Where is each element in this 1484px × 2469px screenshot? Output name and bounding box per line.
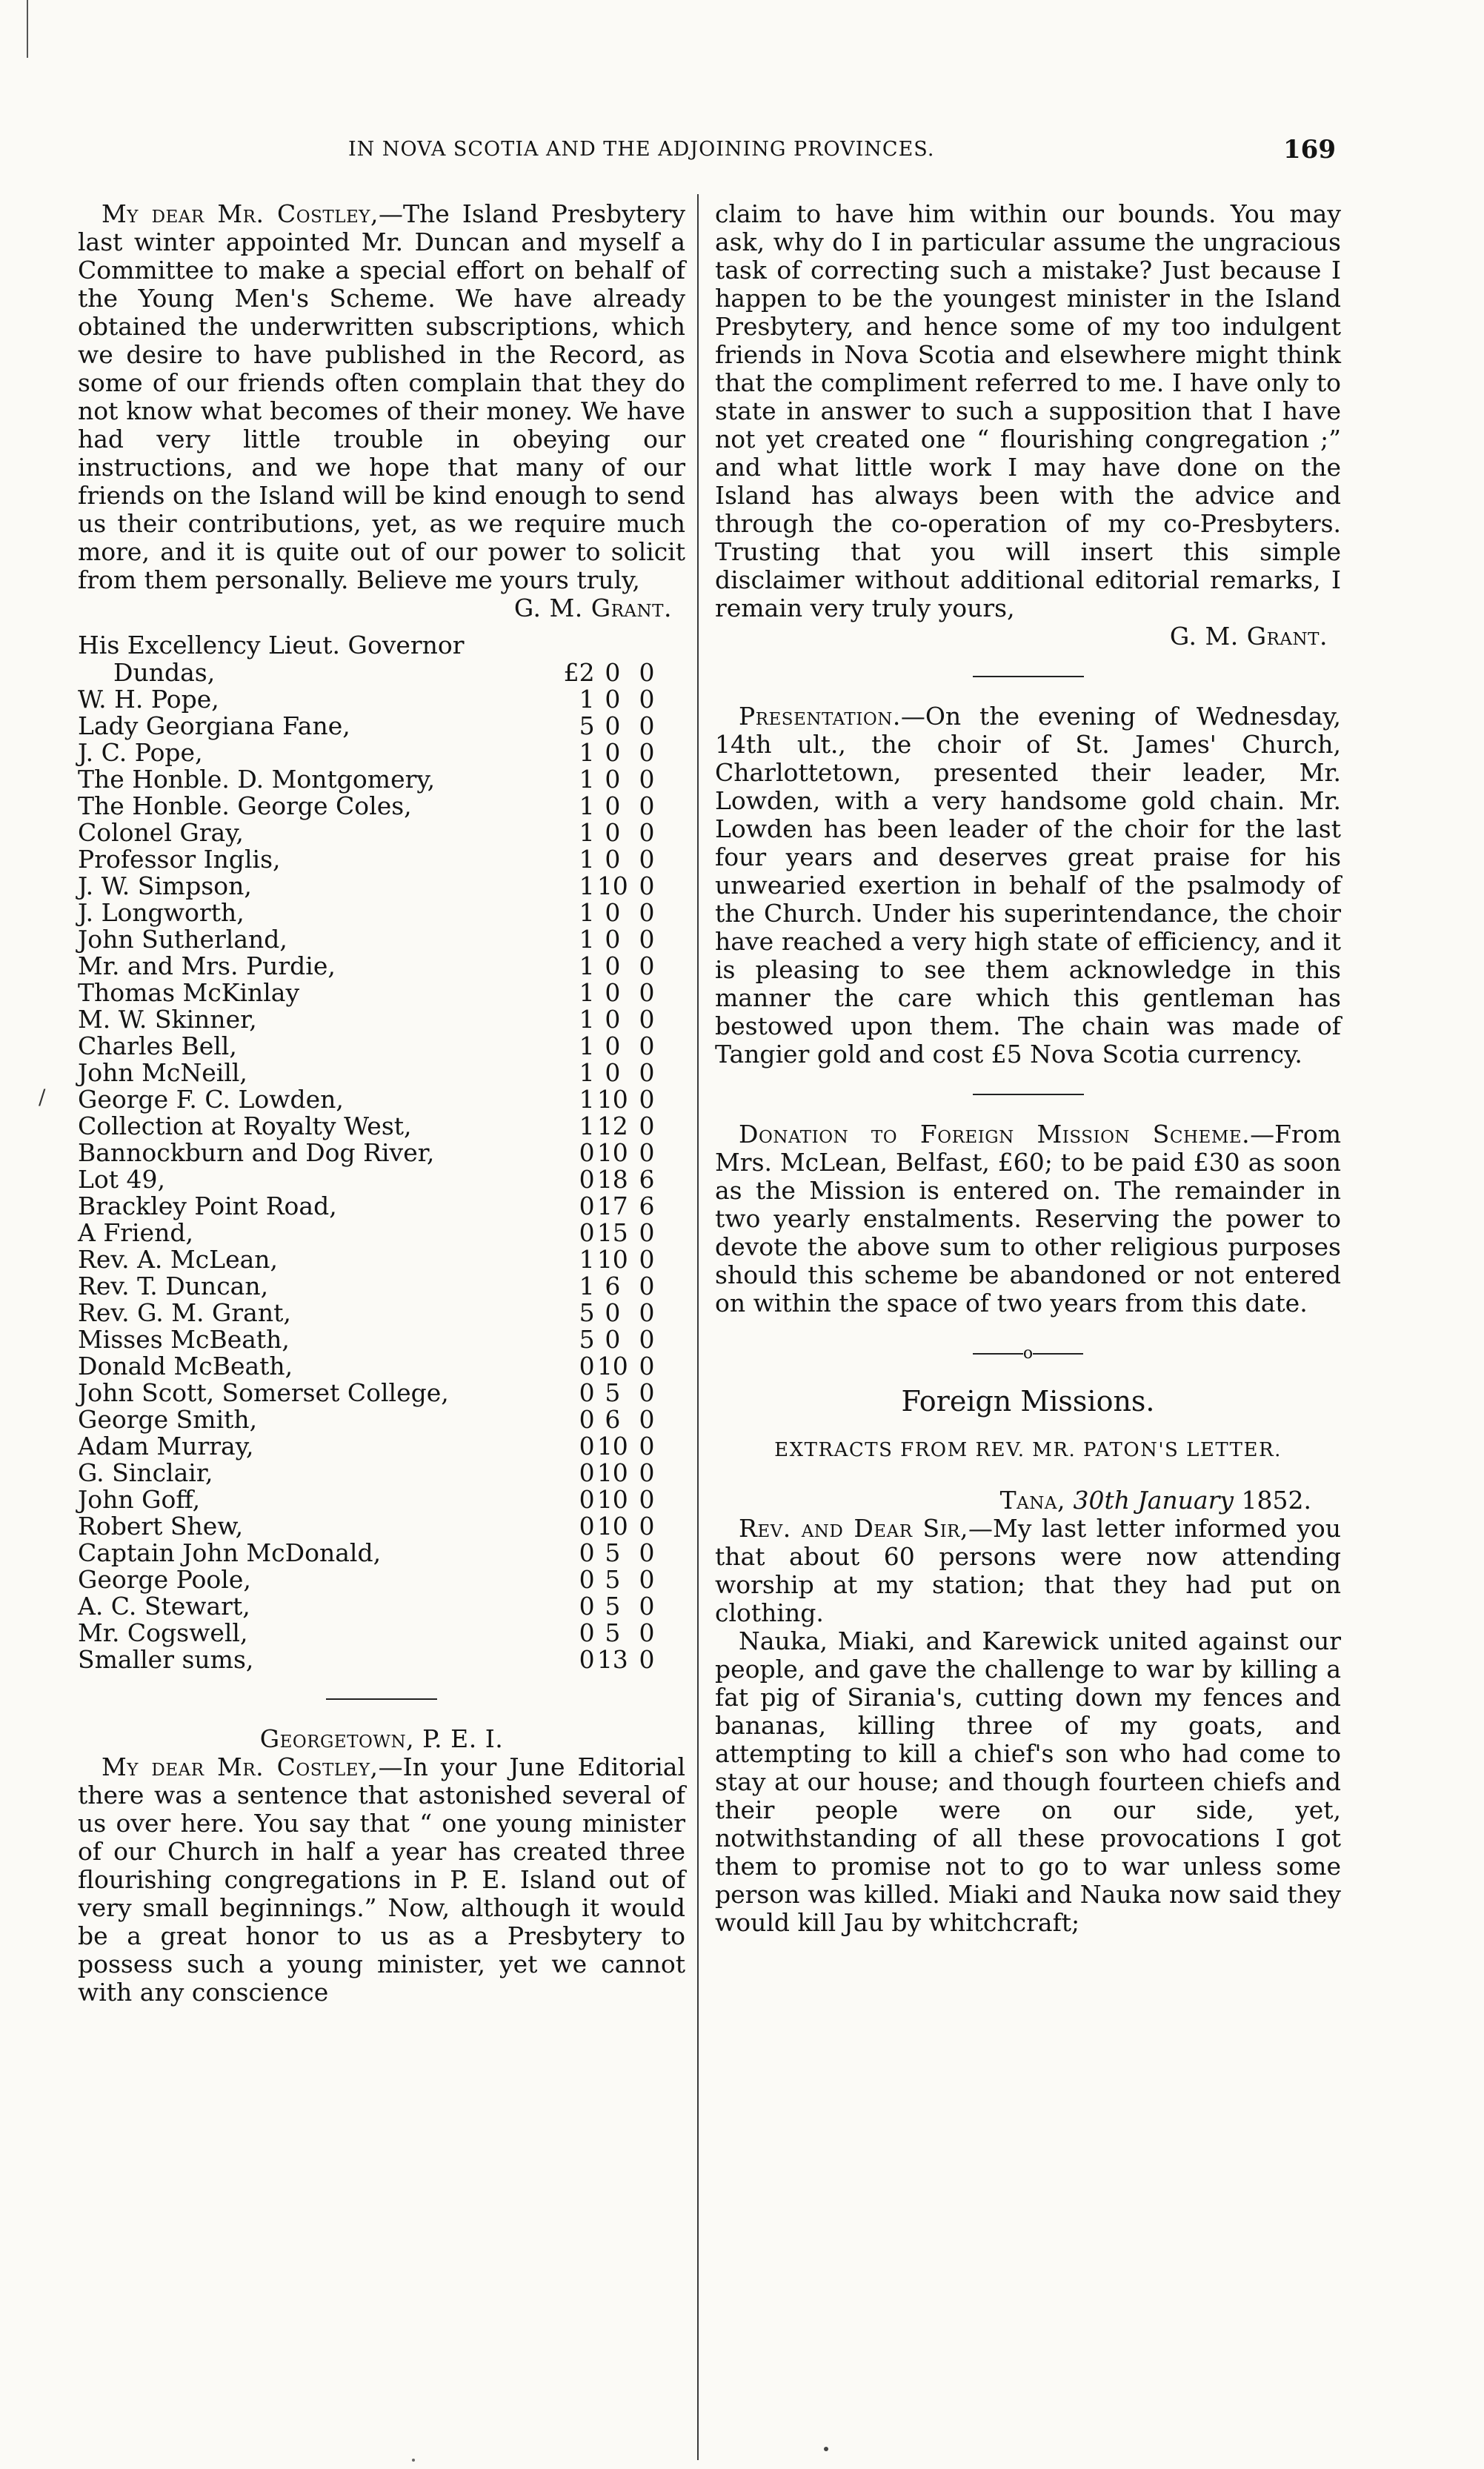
amount-shillings: 6	[605, 1272, 621, 1300]
amount-pounds: 0	[579, 1618, 595, 1647]
subscriber-name: Adam Murray,	[78, 1432, 254, 1461]
subscriber-name: Brackley Point Road,	[78, 1192, 337, 1220]
amount-pence: 0	[639, 1352, 655, 1380]
letter-body: —My last letter informed you that about 60 persons were now attending worship at my station; that they had put on clothing.	[715, 1514, 1341, 1627]
amount-pounds: 1	[579, 1058, 595, 1087]
subscription-row	[78, 659, 663, 686]
donation-notice	[715, 1120, 1341, 1317]
amount-pounds: 1	[579, 738, 595, 767]
subscriber-name: Collection at Royalty West,	[78, 1111, 412, 1140]
amount-shillings: 17	[596, 1192, 628, 1220]
amount-shillings: 10	[596, 1485, 628, 1514]
subscriber-name: Colonel Gray,	[78, 818, 244, 847]
ink-speck	[824, 2447, 828, 2451]
amount-shillings: 0	[605, 818, 621, 847]
amount-pounds: 1	[579, 1085, 595, 1114]
amount-shillings: 0	[605, 738, 621, 767]
amount-pence: 0	[639, 1138, 655, 1167]
amount-shillings: 5	[605, 1538, 621, 1567]
amount-pounds: 1	[579, 1245, 595, 1274]
amount-pence: 0	[639, 1111, 655, 1140]
amount-shillings: 12	[596, 1111, 628, 1140]
subscriber-name: Smaller sums,	[78, 1645, 254, 1674]
amount-pounds: 5	[579, 1298, 595, 1327]
dateline-place: Tana,	[999, 1486, 1066, 1515]
subscriber-name: Rev. T. Duncan,	[78, 1272, 269, 1300]
subscriber-name: G. Sinclair,	[78, 1458, 213, 1487]
subscription-row	[78, 713, 663, 740]
amount-pence: 0	[639, 765, 655, 794]
dateline-year: 1852.	[1241, 1486, 1311, 1515]
amount-pounds: 5	[579, 711, 595, 740]
amount-pounds: 1	[579, 978, 595, 1007]
ornamental-divider	[715, 1340, 1341, 1368]
amount-pence: 0	[639, 818, 655, 847]
amount-pence: 0	[639, 1245, 655, 1274]
amount-shillings: 10	[596, 1352, 628, 1380]
amount-pounds: 5	[579, 1325, 595, 1354]
amount-pence: 0	[639, 1405, 655, 1434]
subscriber-name: J. W. Simpson,	[78, 871, 252, 900]
subscriber-name: M. W. Skinner,	[78, 1005, 257, 1034]
subscription-row	[78, 1140, 663, 1166]
subscription-row	[78, 873, 663, 900]
amount-pounds: 1	[579, 1111, 595, 1140]
subscription-row	[78, 1006, 663, 1033]
amount-pounds: 0	[579, 1485, 595, 1514]
amount-shillings: 18	[596, 1165, 628, 1194]
amount-pounds: 0	[579, 1458, 595, 1487]
amount-pence: 0	[639, 871, 655, 900]
subscription-row	[78, 1246, 663, 1273]
subscriber-name: Bannockburn and Dog River,	[78, 1138, 435, 1167]
letter-salutation: Rev. and Dear Sir,	[739, 1514, 968, 1543]
amount-shillings: 0	[605, 1298, 621, 1327]
amount-shillings: 5	[605, 1592, 621, 1621]
amount-pounds: 1	[579, 685, 595, 714]
amount-shillings: 0	[605, 711, 621, 740]
subscriber-name: The Honble. D. Montgomery,	[78, 765, 436, 794]
paton-letter-para2: Nauka, Miaki, and Karewick united against our people, and gave the challenge to war by killing a fat pig of Sirania's, cutting down my fences and bananas, killing three of my goats, and attempting to kill a chief's son who had come to stay at our house; and though fourteen chiefs and their people were on our side, yet, notwithstanding of all these provocations I got them to promise not to go to war unless some person was killed. Miaki and Nauka now said they would kill Jau by whitchcraft;	[715, 1626, 1341, 1937]
left-column	[78, 200, 685, 2007]
letter-salutation: My dear Mr. Costley,	[102, 199, 379, 228]
amount-shillings: 0	[605, 791, 621, 820]
amount-shillings: 10	[596, 1512, 628, 1541]
amount-shillings: 5	[605, 1565, 621, 1594]
subscriber-name: Thomas McKinlay	[78, 978, 300, 1007]
subscription-row	[78, 820, 663, 846]
margin-pencil-line	[27, 0, 28, 58]
subscriber-name: George Smith,	[78, 1405, 258, 1434]
amount-pounds: 1	[579, 951, 595, 980]
page-header	[0, 135, 1484, 170]
subscription-row	[78, 1593, 663, 1620]
letter-georgetown-continued: claim to have him within our bounds. You may ask, why do I in particular assume the ungracious task of correcting such a mistake? Just because I happen to be the youngest minister in the Island Presbytery, and hence some of my too indulgent friends in Nova Scotia and elsewhere might think that the compliment referred to me. I have only to state in answer to such a supposition that I have not yet created one “ flourishing congregation ;” and what little work I may have done on the Island has always been with the advice and through the co-operation of my co-Presbyters. Trusting that you will insert this simple disclaimer without additional editorial remarks, I remain very truly yours,	[715, 199, 1341, 622]
amount-pounds: 0	[579, 1592, 595, 1621]
amount-pounds: 1	[579, 1005, 595, 1034]
amount-pence: 6	[639, 1192, 655, 1220]
amount-shillings: 5	[605, 1618, 621, 1647]
amount-pounds: 0	[579, 1432, 595, 1461]
subscription-row	[78, 1220, 663, 1246]
amount-shillings: 0	[605, 1325, 621, 1354]
ink-speck	[412, 2459, 415, 2462]
divider-mark: o	[1022, 1344, 1034, 1363]
subscription-row	[78, 1273, 663, 1300]
letter-body: —The Island Presbytery last winter appointed Mr. Duncan and myself a Committee to make a special effort on behalf of the Young Men's Scheme. We have already obtained the underwritten subscriptions, which we desire to have published in the Record, as some of our friends often complain that they do not know what becomes of their money. We have had very little trouble in obeying our instructions, and we hope that many of our friends on the Island will be kind enough to send us their contributions, yet, as we require much more, and it is quite out of our power to solicit from them personally. Believe me yours truly,	[78, 199, 685, 594]
foreign-missions-title: Foreign Missions.	[901, 1385, 1155, 1418]
subscriber-name: George Poole,	[78, 1565, 251, 1594]
subscription-row	[78, 1380, 663, 1406]
amount-shillings: 10	[596, 1085, 628, 1114]
subscription-row	[78, 1113, 663, 1140]
amount-pence: 0	[639, 658, 655, 687]
amount-shillings: 10	[596, 1245, 628, 1274]
amount-pounds: 0	[579, 1565, 595, 1594]
amount-pence: 0	[639, 1325, 655, 1354]
amount-pounds: 1	[579, 765, 595, 794]
amount-pounds: 1	[579, 898, 595, 927]
amount-pence: 0	[639, 1218, 655, 1247]
amount-pence: 0	[639, 1085, 655, 1114]
subscriber-name: George F. C. Lowden,	[78, 1085, 344, 1114]
amount-pence: 0	[639, 1272, 655, 1300]
amount-pounds: 0	[579, 1192, 595, 1220]
amount-pounds: 0	[579, 1405, 595, 1434]
amount-shillings: 0	[605, 765, 621, 794]
amount-pence: 0	[639, 845, 655, 874]
subscription-row	[78, 766, 663, 793]
amount-pence: 0	[639, 1378, 655, 1407]
amount-shillings: 10	[596, 1138, 628, 1167]
amount-shillings: 0	[605, 845, 621, 874]
amount-shillings: 6	[605, 1405, 621, 1434]
subscription-row	[78, 1406, 663, 1433]
amount-pence: 0	[639, 925, 655, 954]
amount-pence: 0	[639, 1618, 655, 1647]
subscriber-name: Mr. Cogswell,	[78, 1618, 248, 1647]
section-divider	[973, 676, 1084, 677]
amount-shillings: 10	[596, 1458, 628, 1487]
amount-pence: 0	[639, 1432, 655, 1461]
amount-shillings: 10	[596, 871, 628, 900]
amount-pence: 0	[639, 1058, 655, 1087]
amount-pounds: 0	[579, 1538, 595, 1567]
subscription-row	[78, 1513, 663, 1540]
subscription-row	[78, 1086, 663, 1113]
subscriptions-table	[78, 659, 663, 1673]
amount-pounds: £2	[563, 658, 595, 687]
amount-pounds: 1	[579, 871, 595, 900]
amount-pence: 0	[639, 1565, 655, 1594]
subscription-row	[78, 1540, 663, 1566]
subscriber-name: A Friend,	[78, 1218, 193, 1247]
letter-place-heading: Georgetown, P. E. I.	[259, 1724, 504, 1753]
subscription-row	[78, 793, 663, 820]
amount-pence: 0	[639, 1005, 655, 1034]
amount-pence: 0	[639, 711, 655, 740]
subscriber-name: John McNeill,	[78, 1058, 247, 1087]
amount-pence: 0	[639, 738, 655, 767]
subscriber-name: Donald McBeath,	[78, 1352, 293, 1380]
section-divider	[326, 1698, 437, 1700]
amount-pence: 0	[639, 1592, 655, 1621]
amount-shillings: 13	[596, 1645, 628, 1674]
subscriber-name: Misses McBeath,	[78, 1325, 290, 1354]
amount-shillings: 0	[605, 1005, 621, 1034]
subscriber-name: W. H. Pope,	[78, 685, 219, 714]
amount-pence: 0	[639, 978, 655, 1007]
donation-heading: Donation to Foreign Mission Scheme.	[739, 1120, 1251, 1149]
amount-pence: 0	[639, 1298, 655, 1327]
subscription-row	[78, 900, 663, 926]
subscription-row	[78, 686, 663, 713]
subscriber-name: Lot 49,	[78, 1165, 166, 1194]
pencil-tick-mark: /	[39, 1085, 46, 1109]
amount-pence: 0	[639, 951, 655, 980]
subscriber-name: Charles Bell,	[78, 1031, 237, 1060]
amount-pence: 0	[639, 791, 655, 820]
subscription-row	[78, 926, 663, 953]
subscription-row	[78, 1566, 663, 1593]
amount-pounds: 1	[579, 1272, 595, 1300]
letter-signature: G. M. Grant.	[1169, 622, 1328, 651]
subscription-row	[78, 1620, 663, 1646]
running-title: IN NOVA SCOTIA AND THE ADJOINING PROVINCES.	[348, 138, 935, 161]
amount-shillings: 0	[605, 1058, 621, 1087]
subscriptions-heading: His Excellency Lieut. Governor	[78, 631, 465, 659]
amount-pounds: 0	[579, 1512, 595, 1541]
subscription-row	[78, 1326, 663, 1353]
subscriber-name: John Goff,	[78, 1485, 201, 1514]
subscription-row	[78, 1433, 663, 1460]
amount-shillings: 10	[596, 1432, 628, 1461]
amount-pounds: 0	[579, 1352, 595, 1380]
presentation-heading: Presentation.	[739, 702, 901, 731]
amount-pounds: 0	[579, 1165, 595, 1194]
letter-signature: G. M. Grant.	[513, 594, 672, 622]
section-divider	[973, 1094, 1084, 1095]
right-column	[715, 200, 1341, 1937]
amount-pence: 0	[639, 685, 655, 714]
amount-pence: 6	[639, 1165, 655, 1194]
subscriber-name: A. C. Stewart,	[78, 1592, 250, 1621]
subscription-row	[78, 1300, 663, 1326]
subscriber-name: Rev. G. M. Grant,	[78, 1298, 291, 1327]
subscriber-name: Dundas,	[113, 658, 216, 687]
letter-dateline	[715, 1486, 1341, 1515]
amount-pence: 0	[639, 1645, 655, 1674]
subscription-row	[78, 1033, 663, 1060]
amount-shillings: 0	[605, 685, 621, 714]
paton-letter-para1	[715, 1515, 1341, 1627]
donation-body: —From Mrs. McLean, Belfast, £60; to be paid £30 as soon as the Mission is entered on. The remainder in two yearly enstalments. Reserving the power to devote the above sum to other religious purposes should this scheme be abandoned or not entered on within the space of two years from this date.	[715, 1120, 1341, 1317]
letter-georgetown	[78, 1753, 685, 2007]
presentation-body: —On the evening of Wednesday, 14th ult., the choir of St. James' Church, Charlottetown, presented their leader, Mr. Lowden, with a very handsome gold chain. Mr. Lowden has been leader of the choir for the last four years and deserves great praise for his unwearied exertion in behalf of the psalmody of the Church. Under his superintendance, the choir have reached a very high state of efficiency, and it is pleasing to see them acknowledge in this manner the care which this gentleman has bestowed upon them. The chain was made of Tangier gold and cost £5 Nova Scotia currency.	[715, 702, 1341, 1069]
subscriber-name: Robert Shew,	[78, 1512, 244, 1541]
subscriber-name: Lady Georgiana Fane,	[78, 711, 350, 740]
subscription-row	[78, 980, 663, 1006]
amount-shillings: 0	[605, 951, 621, 980]
subscription-row	[78, 1166, 663, 1193]
amount-pence: 0	[639, 1031, 655, 1060]
subscriber-name: John Scott, Somerset College,	[78, 1378, 449, 1407]
amount-shillings: 5	[605, 1378, 621, 1407]
amount-shillings: 0	[605, 925, 621, 954]
amount-pounds: 0	[579, 1218, 595, 1247]
amount-pence: 0	[639, 1485, 655, 1514]
subscriber-name: Rev. A. McLean,	[78, 1245, 279, 1274]
letter-salutation: My dear Mr. Costley,	[102, 1752, 379, 1781]
column-divider	[697, 194, 699, 2460]
subscription-row	[78, 1060, 663, 1086]
amount-pounds: 0	[579, 1378, 595, 1407]
amount-shillings: 0	[605, 898, 621, 927]
amount-pence: 0	[639, 1458, 655, 1487]
letter-grant-subscriptions	[78, 200, 685, 594]
subscriber-name: The Honble. George Coles,	[78, 791, 412, 820]
amount-pounds: 1	[579, 925, 595, 954]
amount-pounds: 0	[579, 1645, 595, 1674]
amount-pence: 0	[639, 898, 655, 927]
subscription-row	[78, 1193, 663, 1220]
amount-shillings: 15	[596, 1218, 628, 1247]
amount-shillings: 0	[605, 1031, 621, 1060]
subscriber-name: Captain John McDonald,	[78, 1538, 382, 1567]
amount-pounds: 1	[579, 1031, 595, 1060]
subscription-row	[78, 846, 663, 873]
letter-body: —In your June Editorial there was a sentence that astonished several of us over here. You say that “ one young minister of our Church in half a year has created three flourishing congregations in P. E. Island out of very small beginnings.” Now, although it would be a great honor to us as a Presbytery to possess such a young minister, yet we cannot with any conscience	[78, 1752, 685, 2007]
page-number: 169	[1283, 135, 1336, 165]
subscription-row	[78, 1486, 663, 1513]
subscriber-name: Professor Inglis,	[78, 845, 281, 874]
amount-shillings: 0	[605, 978, 621, 1007]
amount-pounds: 0	[579, 1138, 595, 1167]
subscription-row	[78, 1353, 663, 1380]
subscriber-name: J. C. Pope,	[78, 738, 203, 767]
subscription-row	[78, 1460, 663, 1486]
subscriber-name: John Sutherland,	[78, 925, 287, 954]
amount-pence: 0	[639, 1538, 655, 1567]
amount-pence: 0	[639, 1512, 655, 1541]
subscription-row	[78, 740, 663, 766]
subscriber-name: Mr. and Mrs. Purdie,	[78, 951, 336, 980]
dateline-date: 30th January	[1073, 1486, 1234, 1515]
amount-pounds: 1	[579, 845, 595, 874]
extracts-heading: EXTRACTS FROM REV. MR. PATON'S LETTER.	[774, 1439, 1282, 1461]
subscription-row	[78, 953, 663, 980]
amount-shillings: 0	[605, 658, 621, 687]
amount-pounds: 1	[579, 818, 595, 847]
subscriber-name: J. Longworth,	[78, 898, 244, 927]
presentation-notice	[715, 702, 1341, 1069]
subscription-row	[78, 1646, 663, 1673]
amount-pounds: 1	[579, 791, 595, 820]
